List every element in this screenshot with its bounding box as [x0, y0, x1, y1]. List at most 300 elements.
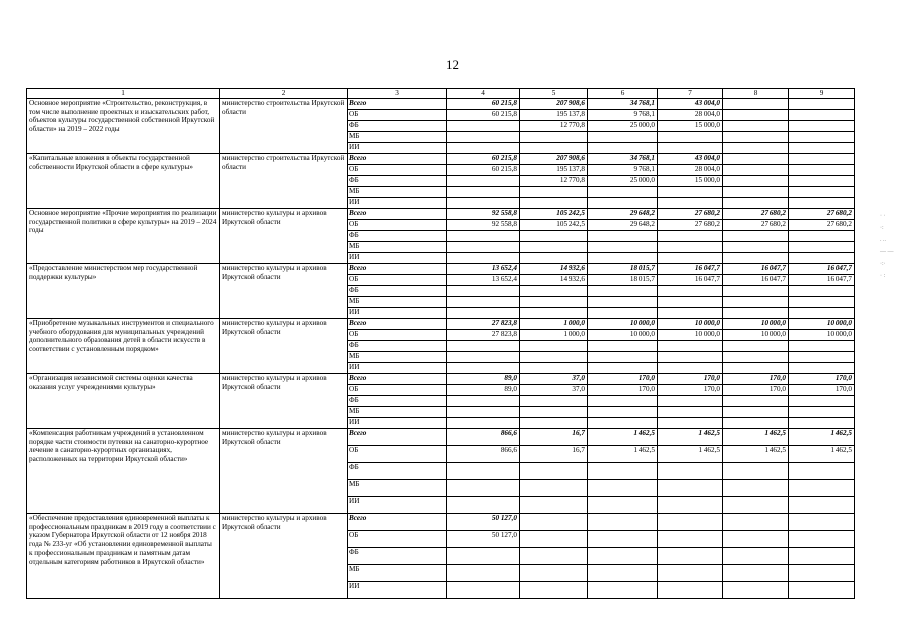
amount-cell — [447, 252, 520, 263]
amount-cell — [520, 296, 588, 307]
amount-cell — [520, 496, 588, 513]
amount-cell — [789, 252, 855, 263]
amount-cell — [588, 197, 658, 208]
amount-cell: 12 770,8 — [520, 175, 588, 186]
amount-cell — [723, 230, 789, 241]
amount-cell — [588, 131, 658, 142]
amount-cell — [447, 362, 520, 373]
amount-cell: 866,6 — [447, 428, 520, 445]
amount-cell — [789, 285, 855, 296]
amount-cell: 27 680,2 — [789, 208, 855, 219]
funding-source: МБ — [348, 296, 447, 307]
amount-cell — [588, 479, 658, 496]
amount-cell — [658, 241, 723, 252]
amount-cell — [520, 479, 588, 496]
funding-source: ИИ — [348, 307, 447, 318]
amount-cell — [658, 362, 723, 373]
amount-cell — [658, 513, 723, 530]
amount-cell: 9 768,1 — [588, 109, 658, 120]
amount-cell — [520, 564, 588, 581]
header-cell: 2 — [220, 89, 348, 99]
funding-source: МБ — [348, 186, 447, 197]
amount-cell — [789, 241, 855, 252]
amount-cell — [789, 153, 855, 164]
amount-cell — [520, 417, 588, 428]
amount-cell — [658, 351, 723, 362]
amount-cell — [789, 496, 855, 513]
amount-cell — [520, 362, 588, 373]
amount-cell: 1 000,0 — [520, 318, 588, 329]
header-cell: 1 — [27, 89, 220, 99]
amount-cell — [447, 547, 520, 564]
amount-cell — [723, 131, 789, 142]
amount-cell — [723, 120, 789, 131]
amount-cell — [658, 530, 723, 547]
amount-cell: 18 015,7 — [588, 263, 658, 274]
amount-cell — [789, 186, 855, 197]
amount-cell — [588, 296, 658, 307]
funding-source: ОБ — [348, 329, 447, 340]
amount-cell — [723, 175, 789, 186]
amount-cell — [789, 417, 855, 428]
amount-cell — [588, 142, 658, 153]
amount-cell: 10 000,0 — [658, 318, 723, 329]
funding-source: Всего — [348, 153, 447, 164]
amount-cell: 195 137,8 — [520, 164, 588, 175]
amount-cell — [723, 186, 789, 197]
amount-cell — [520, 513, 588, 530]
amount-cell — [588, 547, 658, 564]
amount-cell: 1 000,0 — [520, 329, 588, 340]
amount-cell — [588, 351, 658, 362]
amount-cell: 27 680,2 — [723, 219, 789, 230]
amount-cell — [723, 362, 789, 373]
amount-cell — [658, 131, 723, 142]
amount-cell — [520, 186, 588, 197]
amount-cell: 170,0 — [789, 384, 855, 395]
amount-cell — [723, 581, 789, 598]
amount-cell: 170,0 — [723, 384, 789, 395]
section-total-row — [27, 318, 855, 329]
amount-cell — [723, 530, 789, 547]
amount-cell: 866,6 — [447, 445, 520, 462]
funding-source: Всего — [348, 318, 447, 329]
amount-cell: 28 004,0 — [658, 164, 723, 175]
amount-cell: 1 462,5 — [658, 445, 723, 462]
amount-cell — [520, 241, 588, 252]
amount-cell — [789, 564, 855, 581]
amount-cell — [723, 462, 789, 479]
amount-cell — [723, 197, 789, 208]
amount-cell: 27 680,2 — [789, 219, 855, 230]
amount-cell — [789, 98, 855, 109]
amount-cell — [520, 340, 588, 351]
section-total-row — [27, 373, 855, 384]
amount-cell — [723, 564, 789, 581]
amount-cell — [520, 530, 588, 547]
funding-source: ФБ — [348, 120, 447, 131]
amount-cell: 12 770,8 — [520, 120, 588, 131]
amount-cell: 16 047,7 — [658, 263, 723, 274]
amount-cell — [447, 186, 520, 197]
responsible-executor: министерство культуры и архивов Иркутской области — [220, 208, 348, 263]
responsible-executor: министерство культуры и архивов Иркутской области — [220, 263, 348, 318]
amount-cell: 195 137,8 — [520, 109, 588, 120]
amount-cell — [723, 296, 789, 307]
amount-cell — [789, 109, 855, 120]
amount-cell — [789, 479, 855, 496]
header-cell: 6 — [588, 89, 658, 99]
amount-cell — [723, 417, 789, 428]
amount-cell — [723, 340, 789, 351]
amount-cell: 207 908,6 — [520, 153, 588, 164]
header-cell: 8 — [723, 89, 789, 99]
funding-source: ОБ — [348, 530, 447, 547]
funding-source: ФБ — [348, 230, 447, 241]
amount-cell — [588, 340, 658, 351]
header-row — [27, 89, 855, 99]
funding-source: Всего — [348, 263, 447, 274]
funding-source: ФБ — [348, 340, 447, 351]
responsible-executor: министерство строительства Иркутской области — [220, 153, 348, 208]
funding-source: ОБ — [348, 274, 447, 285]
funding-source: ИИ — [348, 581, 447, 598]
amount-cell: 1 462,5 — [723, 428, 789, 445]
funding-source: ФБ — [348, 462, 447, 479]
section-total-row — [27, 428, 855, 445]
amount-cell — [588, 285, 658, 296]
funding-source: ИИ — [348, 252, 447, 263]
amount-cell — [789, 164, 855, 175]
amount-cell — [789, 230, 855, 241]
funding-source: Всего — [348, 98, 447, 109]
amount-cell: 207 908,6 — [520, 98, 588, 109]
amount-cell: 27 823,8 — [447, 318, 520, 329]
amount-cell — [588, 530, 658, 547]
amount-cell: 1 462,5 — [789, 428, 855, 445]
amount-cell: 170,0 — [789, 373, 855, 384]
amount-cell — [658, 547, 723, 564]
amount-cell — [447, 496, 520, 513]
responsible-executor: министерство культуры и архивов Иркутской области — [220, 318, 348, 373]
amount-cell — [588, 513, 658, 530]
amount-cell: 29 648,2 — [588, 208, 658, 219]
amount-cell — [723, 406, 789, 417]
amount-cell — [520, 307, 588, 318]
responsible-executor: министерство культуры и архивов Иркутской области — [220, 428, 348, 513]
amount-cell: 16 047,7 — [658, 274, 723, 285]
amount-cell — [447, 340, 520, 351]
amount-cell — [789, 175, 855, 186]
amount-cell: 92 558,8 — [447, 219, 520, 230]
funding-source: МБ — [348, 131, 447, 142]
amount-cell — [723, 496, 789, 513]
amount-cell: 25 000,0 — [588, 120, 658, 131]
amount-cell — [447, 175, 520, 186]
amount-cell — [520, 230, 588, 241]
amount-cell: 10 000,0 — [789, 318, 855, 329]
amount-cell — [723, 98, 789, 109]
activity-description: «Организация независимой системы оценки качества оказания услуг учреждениями культуры» — [27, 373, 220, 428]
amount-cell: 37,0 — [520, 384, 588, 395]
amount-cell: 105 242,5 — [520, 219, 588, 230]
amount-cell — [447, 230, 520, 241]
amount-cell — [658, 307, 723, 318]
activity-description: «Обеспечение предоставления единовременной выплаты к профессиональным праздникам в 2019 году в соответствии с указом Губернатора Иркутской области от 12 ноября 2018 года № 233-уг «Об установлении единовременной выплаты к профессиональным праздникам и памятным датам отдельным категориям работников в Иркутской области» — [27, 513, 220, 598]
activity-description: Основное мероприятие «Прочие мероприятия по реализации государственной политики в сфере культуры» на 2019 – 2024 годы — [27, 208, 220, 263]
amount-cell: 105 242,5 — [520, 208, 588, 219]
amount-cell — [447, 351, 520, 362]
amount-cell: 170,0 — [723, 373, 789, 384]
funding-source: ИИ — [348, 197, 447, 208]
funding-source: ОБ — [348, 384, 447, 395]
amount-cell — [658, 479, 723, 496]
amount-cell — [789, 462, 855, 479]
scan-artifact-marks: · · ·: . .. — — ·:· · : — [880, 213, 894, 279]
amount-cell: 27 680,2 — [658, 219, 723, 230]
amount-cell — [447, 581, 520, 598]
amount-cell: 15 000,0 — [658, 175, 723, 186]
funding-source: МБ — [348, 406, 447, 417]
amount-cell: 50 127,0 — [447, 530, 520, 547]
amount-cell: 16 047,7 — [789, 263, 855, 274]
amount-cell — [520, 351, 588, 362]
amount-cell: 25 000,0 — [588, 175, 658, 186]
page-number: 12 — [446, 57, 459, 72]
amount-cell — [658, 496, 723, 513]
section-total-row — [27, 98, 855, 109]
amount-cell: 1 462,5 — [723, 445, 789, 462]
activity-description: «Приобретение музыкальных инструментов и специального учебного оборудования для муниципальных учреждений дополнительного образования детей в области искусств в соответствии с установленным порядком» — [27, 318, 220, 373]
amount-cell: 92 558,8 — [447, 208, 520, 219]
activity-description: «Компенсация работникам учреждений в установленном порядке части стоимости путевки на санаторно-курортное лечение в санаторно-курортных организациях, расположенных на территории Иркутской области» — [27, 428, 220, 513]
amount-cell: 16 047,7 — [789, 274, 855, 285]
amount-cell — [723, 285, 789, 296]
amount-cell — [588, 186, 658, 197]
amount-cell: 43 004,0 — [658, 153, 723, 164]
funding-source: МБ — [348, 479, 447, 496]
amount-cell — [723, 351, 789, 362]
amount-cell — [520, 395, 588, 406]
activity-description: «Капитальные вложения в объекты государственной собственности Иркутской области в сфере культуры» — [27, 153, 220, 208]
amount-cell — [658, 340, 723, 351]
amount-cell: 13 652,4 — [447, 274, 520, 285]
amount-cell — [447, 406, 520, 417]
amount-cell — [588, 307, 658, 318]
amount-cell: 34 768,1 — [588, 153, 658, 164]
amount-cell — [658, 564, 723, 581]
amount-cell — [447, 142, 520, 153]
funding-source: ИИ — [348, 417, 447, 428]
amount-cell — [658, 395, 723, 406]
amount-cell — [447, 307, 520, 318]
amount-cell — [447, 564, 520, 581]
amount-cell: 89,0 — [447, 384, 520, 395]
amount-cell — [658, 197, 723, 208]
amount-cell — [520, 252, 588, 263]
amount-cell: 170,0 — [658, 373, 723, 384]
amount-cell — [789, 362, 855, 373]
amount-cell — [789, 340, 855, 351]
funding-source: ИИ — [348, 362, 447, 373]
funding-source: ОБ — [348, 109, 447, 120]
amount-cell: 10 000,0 — [789, 329, 855, 340]
header-cell: 7 — [658, 89, 723, 99]
funding-source: ФБ — [348, 547, 447, 564]
amount-cell: 16 047,7 — [723, 274, 789, 285]
amount-cell — [723, 479, 789, 496]
amount-cell — [723, 395, 789, 406]
funding-source: Всего — [348, 428, 447, 445]
amount-cell — [723, 241, 789, 252]
amount-cell — [723, 252, 789, 263]
amount-cell — [588, 462, 658, 479]
amount-cell — [789, 296, 855, 307]
amount-cell: 10 000,0 — [723, 318, 789, 329]
amount-cell — [658, 462, 723, 479]
amount-cell: 60 215,8 — [447, 109, 520, 120]
amount-cell: 9 768,1 — [588, 164, 658, 175]
responsible-executor: министерство культуры и архивов Иркутской области — [220, 373, 348, 428]
amount-cell: 170,0 — [588, 384, 658, 395]
funding-source: МБ — [348, 351, 447, 362]
funding-source: ОБ — [348, 445, 447, 462]
amount-cell: 27 823,8 — [447, 329, 520, 340]
amount-cell — [447, 120, 520, 131]
amount-cell — [588, 395, 658, 406]
amount-cell — [520, 197, 588, 208]
amount-cell — [723, 142, 789, 153]
amount-cell — [588, 362, 658, 373]
amount-cell: 16,7 — [520, 428, 588, 445]
amount-cell: 60 215,8 — [447, 164, 520, 175]
amount-cell: 60 215,8 — [447, 98, 520, 109]
amount-cell: 14 932,6 — [520, 263, 588, 274]
amount-cell: 10 000,0 — [723, 329, 789, 340]
amount-cell — [588, 417, 658, 428]
amount-cell: 16 047,7 — [723, 263, 789, 274]
amount-cell — [658, 296, 723, 307]
header-cell: 4 — [447, 89, 520, 99]
activity-description: Основное мероприятие «Строительство, реконструкция, в том числе выполнение проектных и изыскательских работ, объектов культуры государственной собственной Иркутской области» на 2019 – 2022 годы — [27, 98, 220, 153]
header-cell: 5 — [520, 89, 588, 99]
section-total-row — [27, 153, 855, 164]
responsible-executor: министерство строительства Иркутской области — [220, 98, 348, 153]
amount-cell: 50 127,0 — [447, 513, 520, 530]
amount-cell: 1 462,5 — [588, 445, 658, 462]
amount-cell: 27 680,2 — [658, 208, 723, 219]
amount-cell: 1 462,5 — [658, 428, 723, 445]
amount-cell: 14 932,6 — [520, 274, 588, 285]
funding-source: Всего — [348, 513, 447, 530]
amount-cell — [447, 241, 520, 252]
amount-cell — [447, 462, 520, 479]
funding-source: ФБ — [348, 175, 447, 186]
amount-cell — [520, 462, 588, 479]
amount-cell — [520, 285, 588, 296]
amount-cell — [658, 230, 723, 241]
amount-cell: 29 648,2 — [588, 219, 658, 230]
amount-cell — [723, 307, 789, 318]
funding-source: ОБ — [348, 164, 447, 175]
amount-cell — [588, 496, 658, 513]
amount-cell — [520, 547, 588, 564]
amount-cell: 13 652,4 — [447, 263, 520, 274]
amount-cell — [520, 406, 588, 417]
amount-cell: 27 680,2 — [723, 208, 789, 219]
amount-cell — [789, 120, 855, 131]
amount-cell: 28 004,0 — [658, 109, 723, 120]
amount-cell — [447, 417, 520, 428]
header-cell: 3 — [348, 89, 447, 99]
amount-cell — [447, 197, 520, 208]
amount-cell — [588, 252, 658, 263]
amount-cell — [789, 142, 855, 153]
amount-cell — [588, 581, 658, 598]
amount-cell — [723, 513, 789, 530]
funding-source: ФБ — [348, 285, 447, 296]
amount-cell — [447, 296, 520, 307]
amount-cell: 170,0 — [658, 384, 723, 395]
amount-cell — [789, 530, 855, 547]
amount-cell — [588, 406, 658, 417]
amount-cell — [723, 547, 789, 564]
amount-cell: 16,7 — [520, 445, 588, 462]
amount-cell — [789, 406, 855, 417]
amount-cell: 10 000,0 — [588, 318, 658, 329]
amount-cell — [447, 285, 520, 296]
amount-cell: 60 215,8 — [447, 153, 520, 164]
funding-source: Всего — [348, 373, 447, 384]
amount-cell: 15 000,0 — [658, 120, 723, 131]
funding-source: ИИ — [348, 496, 447, 513]
activity-description: «Предоставление министерством мер государственной поддержки культуры» — [27, 263, 220, 318]
amount-cell: 1 462,5 — [789, 445, 855, 462]
amount-cell: 18 015,7 — [588, 274, 658, 285]
amount-cell — [658, 252, 723, 263]
section-total-row — [27, 263, 855, 274]
amount-cell — [658, 581, 723, 598]
amount-cell — [723, 109, 789, 120]
amount-cell — [658, 186, 723, 197]
amount-cell — [447, 131, 520, 142]
amount-cell: 34 768,1 — [588, 98, 658, 109]
amount-cell — [447, 395, 520, 406]
funding-source: МБ — [348, 241, 447, 252]
amount-cell — [520, 142, 588, 153]
amount-cell: 43 004,0 — [658, 98, 723, 109]
amount-cell — [789, 513, 855, 530]
amount-cell — [789, 131, 855, 142]
funding-source: ФБ — [348, 395, 447, 406]
funding-source: ОБ — [348, 219, 447, 230]
amount-cell — [447, 479, 520, 496]
amount-cell — [789, 307, 855, 318]
amount-cell — [520, 581, 588, 598]
funding-source: ИИ — [348, 142, 447, 153]
amount-cell — [658, 417, 723, 428]
amount-cell — [789, 395, 855, 406]
amount-cell — [789, 197, 855, 208]
section-total-row — [27, 513, 855, 530]
amount-cell: 170,0 — [588, 373, 658, 384]
budget-table — [26, 88, 855, 599]
amount-cell: 10 000,0 — [658, 329, 723, 340]
section-total-row — [27, 208, 855, 219]
amount-cell — [789, 547, 855, 564]
responsible-executor: министерство культуры и архивов Иркутской области — [220, 513, 348, 598]
header-cell: 9 — [789, 89, 855, 99]
